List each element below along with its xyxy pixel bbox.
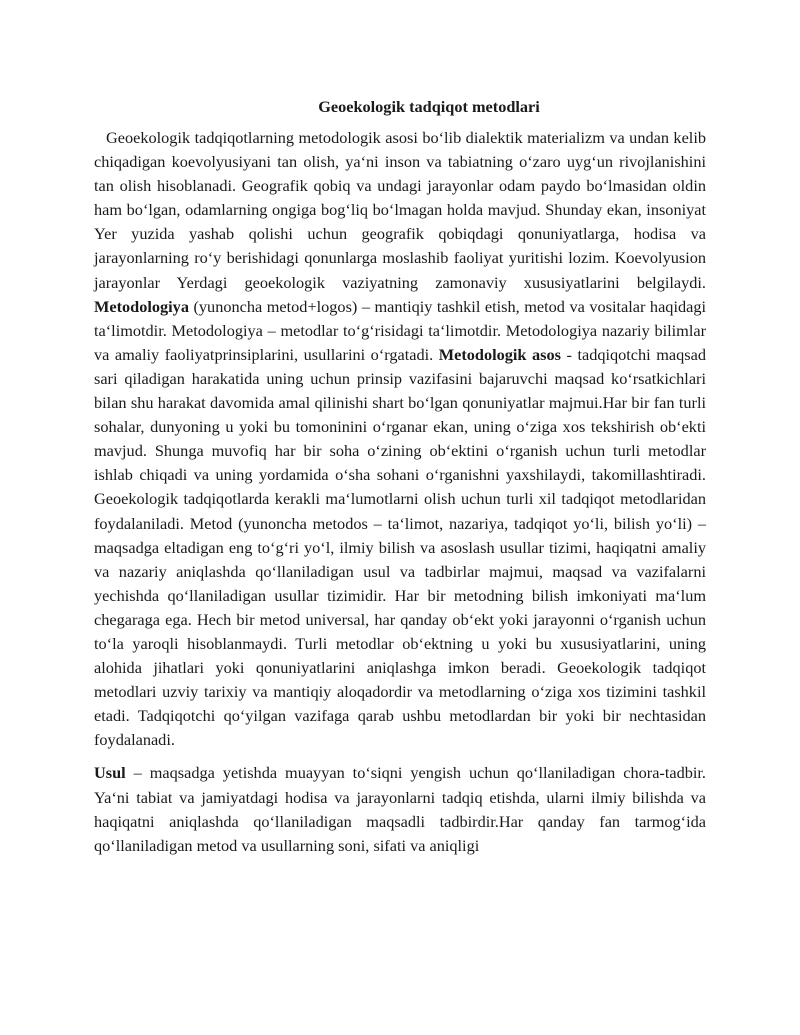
paragraph-text: Geoekologik tadqiqotlarning metodologik asosi bo‘lib dialektik materializm va undan kelib chiqadigan koevolyusiyani tan olish, ya‘ni inson va tabiatning o‘zaro uyg‘un rivojlanishini tan olish hisoblanadi. Geografik qobiq va undagi jarayonlar odam paydo bo‘lmasidan oldin ham bo‘lgan, odamlarning ongiga bog‘liq bo‘lmagan holda mavjud. Shunday ekan, insoniyat Yer yuzida yashab qolishi uchun geografik qobiqdagi qonuniyatlarga, hodisa va jarayonlarning ro‘y berishidagi qonunlarga moslashib faoliyat yuritishi lozim. Koevolyusion jarayonlar Yerdagi geoekologik vaziyatning zamonaviy xususiyatlarini belgilaydi. — [94, 128, 706, 292]
paragraph-text: – maqsadga yetishda muayyan to‘siqni yengish uchun qo‘llaniladigan chora-tadbir. Ya‘ni tabiat va jamiyatdagi hodisa va jarayonlarni tadqiq etishda, ularni ilmiy bilishda va haqiqatni aniqlashda qo‘llaniladigan maqsadli tadbirdir.Har qanday fan tarmog‘ida qo‘llaniladigan metod va usullarning soni, sifati va aniqligi — [94, 763, 706, 855]
term-metodologiya: Metodologiya — [94, 296, 189, 316]
document-title: Geoekologik tadqiqot metodlari — [318, 97, 540, 116]
paragraph-methodology — [94, 126, 706, 752]
term-usul: Usul — [94, 763, 126, 783]
paragraph-text: - tadqiqotchi maqsad sari qiladigan harakatida uning uchun prinsip vazifasini bajaruvchi maqsad ko‘rsatkichlari bilan shu harakat davomida amal qilinishi shart bo‘lgan qonuniyatlar majmui.Har bir fan turli sohalar, dunyoning u yoki bu tomoninini o‘rganar ekan, uning o‘ziga xos tekshirish ob‘ekti mavjud. Shunga muvofiq har bir soha o‘zining ob‘ektini o‘rganish uchun turli metodlar ishlab chiqadi va uning yordamida o‘sha sohani o‘rganishni yaxshilaydi, takomillashtiradi. Geoekologik tadqiqotlarda kerakli ma‘lumotlarni olish uchun turli xil tadqiqot metodlaridan foydalaniladi. Metod (yunoncha metodos – ta‘limot, nazariya, tadqiqot yo‘li, bilish yo‘li) – maqsadga eltadigan eng to‘g‘ri yo‘l, ilmiy bilish va asoslash usullar tizimi, haqiqatni amaliy va nazariy aniqlashda qo‘llaniladigan usul va tadbirlar majmui, maqsad va vazifalarni yechishda qo‘llaniladigan usullar tizimidir. Har bir metodning bilish imkoniyati ma‘lum chegaraga ega. Hech bir metod universal, har qanday ob‘ekt yoki jarayonni o‘rganish uchun to‘la yaroqli hisoblanmaydi. Turli metodlar ob‘ektning u yoki bu xususiyatlarini, uning alohida jihatlari yoki qonuniyatlarini aniqlashga imkon beradi. Geoekologik tadqiqot metodlari uzviy tarixiy va mantiqiy aloqadordir va metodlarning o‘ziga xos tizimini tashkil etadi. Tadqiqotchi qo‘yilgan vazifaga qarab ushbu metodlardan bir yoki bir nechtasidan foydalanadi. — [94, 344, 706, 750]
paragraph-text: (yunoncha metod+logos) – mantiqiy tashkil etish, metod va vositalar haqidagi ta‘limotdir. Metodologiya – metodlar to‘g‘risidagi ta‘limotdir. Metodologiya nazariy bilimlar va amaliy faoliyatprinsiplarini, usullarini o‘rgatadi. — [94, 296, 706, 364]
document-body — [94, 95, 706, 858]
term-metodologik-asos: Metodologik asos — [438, 344, 561, 364]
paragraph-usul — [94, 761, 706, 857]
